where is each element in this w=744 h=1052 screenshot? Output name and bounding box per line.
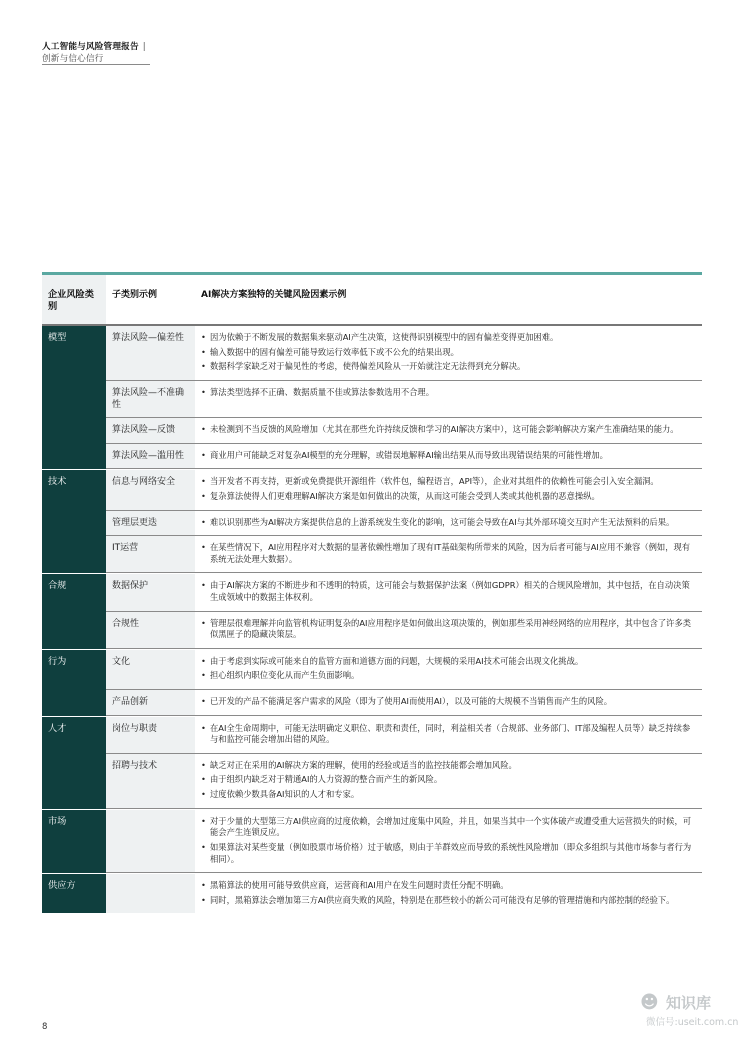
risk-factor-list: [201, 816, 696, 865]
risk-factor-item: • 对于少量的大型第三方AI供应商的过度依赖，会增加过度集中风险，并且，如果当其中一个实体破产或遭受重大运营损失的时候，可能会产生连锁反应。: [201, 816, 696, 839]
risk-factors-cell: [195, 511, 702, 536]
subcategory-cell: 算法风险—滥用性: [106, 444, 195, 469]
subcategory-cell: 管理层更迭: [106, 511, 195, 536]
risk-factors-cell: [195, 690, 702, 715]
risk-factor-list: [201, 542, 696, 565]
risk-factor-item: • 算法类型选择不正确、数据质量不佳或算法参数选用不合理。: [201, 387, 696, 399]
risk-factors-cell: [195, 470, 702, 509]
subcategory-rows: [106, 650, 702, 716]
subcategory-cell: [106, 874, 195, 913]
risk-factor-item: • 缺乏对正在采用的AI解决方案的理解，使用的经验或适当的监控技能都会增加风险。: [201, 760, 696, 772]
table-row: [106, 690, 702, 716]
subcategory-rows: [106, 326, 702, 469]
subcategory-cell: 招聘与技术: [106, 754, 195, 808]
subcategory-rows: [106, 874, 702, 913]
subcategory-cell: 产品创新: [106, 690, 195, 715]
category-cell: 合规: [42, 574, 106, 648]
risk-factor-list: [201, 517, 696, 529]
subcategory-cell: 算法风险—偏差性: [106, 326, 195, 380]
risk-factors-cell: [195, 574, 702, 610]
table-row: [106, 874, 702, 913]
risk-factors-cell: [195, 810, 702, 872]
risk-factor-list: [201, 656, 696, 682]
risk-factor-list: [201, 696, 696, 708]
risk-factor-item: • 在AI全生命周期中，可能无法明确定义职位、职责和责任，同时，利益相关者（合规部、业务部门、IT部及编程人员等）缺乏持续参与和监控可能会增加出错的风险。: [201, 723, 696, 746]
table-row: [106, 754, 702, 809]
risk-factors-cell: [195, 381, 702, 417]
watermark-id: 微信号:useit.com.cn: [646, 1017, 739, 1028]
risk-factor-list: [201, 723, 696, 746]
risk-factor-item: • 同时，黑箱算法会增加第三方AI供应商失败的风险，特别是在那些较小的新公司可能没有足够的管理措施和内部控制的经验下。: [201, 895, 696, 907]
table-row: [106, 650, 702, 690]
table-row: [106, 612, 702, 649]
risk-factor-list: [201, 618, 696, 641]
subcategory-cell: 岗位与职责: [106, 717, 195, 753]
risk-factor-item: • 如果算法对某些变量（例如股票市场价格）过于敏感，则由于羊群效应而导致的系统性风险增加（即众多组织与其他市场参与者行为相同）。: [201, 842, 696, 865]
risk-factor-item: • 担心组织内职位变化从而产生负面影响。: [201, 670, 696, 682]
risk-factor-list: [201, 332, 696, 373]
risk-factors-cell: [195, 717, 702, 753]
table-row: [106, 326, 702, 381]
subcategory-cell: 算法风险—不准确性: [106, 381, 195, 417]
subcategory-cell: IT运营: [106, 536, 195, 572]
risk-factors-cell: [195, 754, 702, 808]
subcategory-cell: 算法风险—反馈: [106, 418, 195, 443]
table-group: [42, 716, 702, 809]
header-subcategory: 子类别示例: [106, 275, 195, 324]
risk-factor-item: • 未检测到不当反馈的风险增加（尤其在那些允许持续反馈和学习的AI解决方案中），这可能会影响解决方案产生准确结果的能力。: [201, 424, 696, 436]
subcategory-cell: 文化: [106, 650, 195, 689]
risk-factor-item: • 难以识别那些为AI解决方案提供信息的上游系统发生变化的影响，这可能会导致在AI与其外部环境交互时产生无法预料的后果。: [201, 517, 696, 529]
subcategory-cell: 数据保护: [106, 574, 195, 610]
subcategory-cell: 合规性: [106, 612, 195, 648]
category-cell: 市场: [42, 810, 106, 873]
report-title: 人工智能与风险管理报告: [42, 42, 139, 52]
risk-factor-item: • 由于AI解决方案的不断进步和不透明的特质，这可能会与数据保护法案（例如GDPR）相关的合规风险增加，其中包括，在自动决策生成领域中的数据主体权利。: [201, 580, 696, 603]
table-row: [106, 717, 702, 754]
risk-table: [42, 272, 702, 913]
risk-factor-list: [201, 476, 696, 502]
category-cell: 供应方: [42, 874, 106, 913]
risk-factors-cell: [195, 536, 702, 572]
category-cell: 模型: [42, 326, 106, 469]
risk-factor-list: [201, 880, 696, 906]
report-subtitle: 创新与信心信行: [42, 52, 150, 65]
risk-factor-list: [201, 450, 696, 462]
risk-factor-item: • 已开发的产品不能满足客户需求的风险（即为了使用AI而使用AI），以及可能的大规模不当销售而产生的风险。: [201, 696, 696, 708]
table-group: [42, 469, 702, 573]
risk-factor-list: [201, 387, 696, 399]
header-risk-factors: AI解决方案独特的关键风险因素示例: [201, 290, 347, 300]
risk-factor-item: • 在某些情况下，AI应用程序对大数据的显著依赖性增加了现有IT基础架构所带来的风险，因为后者可能与AI应用不兼容（例如，现有系统无法处理大数据）。: [201, 542, 696, 565]
table-body: [42, 326, 702, 913]
risk-factors-cell: [195, 326, 702, 380]
category-cell: 行为: [42, 650, 106, 716]
risk-factors-cell: [195, 444, 702, 469]
risk-factor-item: • 因为依赖于不断发展的数据集来驱动AI产生决策，这使得识别模型中的固有偏差变得更加困难。: [201, 332, 696, 344]
risk-factors-cell: [195, 650, 702, 689]
category-cell: 人才: [42, 717, 106, 809]
table-row: [106, 511, 702, 537]
subcategory-cell: [106, 810, 195, 872]
table-row: [106, 810, 702, 873]
header-separator: |: [142, 42, 146, 52]
table-row: [106, 470, 702, 510]
table-row: [106, 574, 702, 611]
subcategory-rows: [106, 574, 702, 648]
watermark: [640, 990, 739, 1030]
risk-factor-item: • 过度依赖少数具备AI知识的人才和专家。: [201, 789, 696, 801]
watermark-brand: 知识库: [666, 994, 712, 1012]
table-group: [42, 809, 702, 873]
risk-factors-cell: [195, 418, 702, 443]
risk-factor-item: • 输入数据中的固有偏差可能导致运行效率低下或不公允的结果出现。: [201, 347, 696, 359]
subcategory-cell: 信息与网络安全: [106, 470, 195, 509]
table-row: [106, 381, 702, 418]
risk-factor-item: • 当开发者不再支持，更新或免费提供开源组件（软件包，编程语言，API等），企业对其组件的依赖性可能会引入安全漏洞。: [201, 476, 696, 488]
risk-factor-item: • 由于组织内缺乏对于精通AI的人力资源的整合而产生的新风险。: [201, 774, 696, 786]
table-group: [42, 649, 702, 716]
header-category: 企业风险类别: [42, 275, 106, 324]
subcategory-rows: [106, 810, 702, 873]
risk-factor-item: • 商业用户可能缺乏对复杂AI模型的充分理解，或错误地解释AI输出结果从而导致出现错误结果的可能性增加。: [201, 450, 696, 462]
risk-factors-cell: [195, 874, 702, 913]
risk-factor-item: • 黑箱算法的使用可能导致供应商，运营商和AI用户在发生问题时责任分配不明确。: [201, 880, 696, 892]
table-group: [42, 873, 702, 913]
subcategory-rows: [106, 470, 702, 573]
table-group: [42, 573, 702, 648]
table-row: [106, 536, 702, 573]
table-row: [106, 418, 702, 444]
risk-factor-list: [201, 424, 696, 436]
risk-factor-item: • 管理层很难理解并向监管机构证明复杂的AI应用程序是如何做出这项决策的，例如那些采用神经网络的应用程序，其中包含了许多类似黑匣子的隐藏决策层。: [201, 618, 696, 641]
wechat-icon: ☻: [640, 992, 659, 1013]
table-row: [106, 444, 702, 470]
subcategory-rows: [106, 717, 702, 809]
risk-factor-list: [201, 580, 696, 603]
table-header-row: [42, 275, 702, 326]
risk-factor-item: • 数据科学家缺乏对于偏见性的考虑，使得偏差风险从一开始就注定无法得到充分解决。: [201, 361, 696, 373]
category-cell: 技术: [42, 470, 106, 573]
risk-factors-cell: [195, 612, 702, 648]
risk-factor-item: • 由于考虑到实际或可能来自的监管方面和道德方面的问题，大规模的采用AI技术可能会出现文化挑战。: [201, 656, 696, 668]
risk-factor-list: [201, 760, 696, 801]
page-number: 8: [42, 1022, 48, 1032]
risk-factor-item: • 复杂算法使得人们更难理解AI解决方案是如何做出的决策，从而这可能会受到人类或其他机器的恶意操纵。: [201, 491, 696, 503]
table-group: [42, 326, 702, 469]
report-header: [42, 40, 150, 65]
